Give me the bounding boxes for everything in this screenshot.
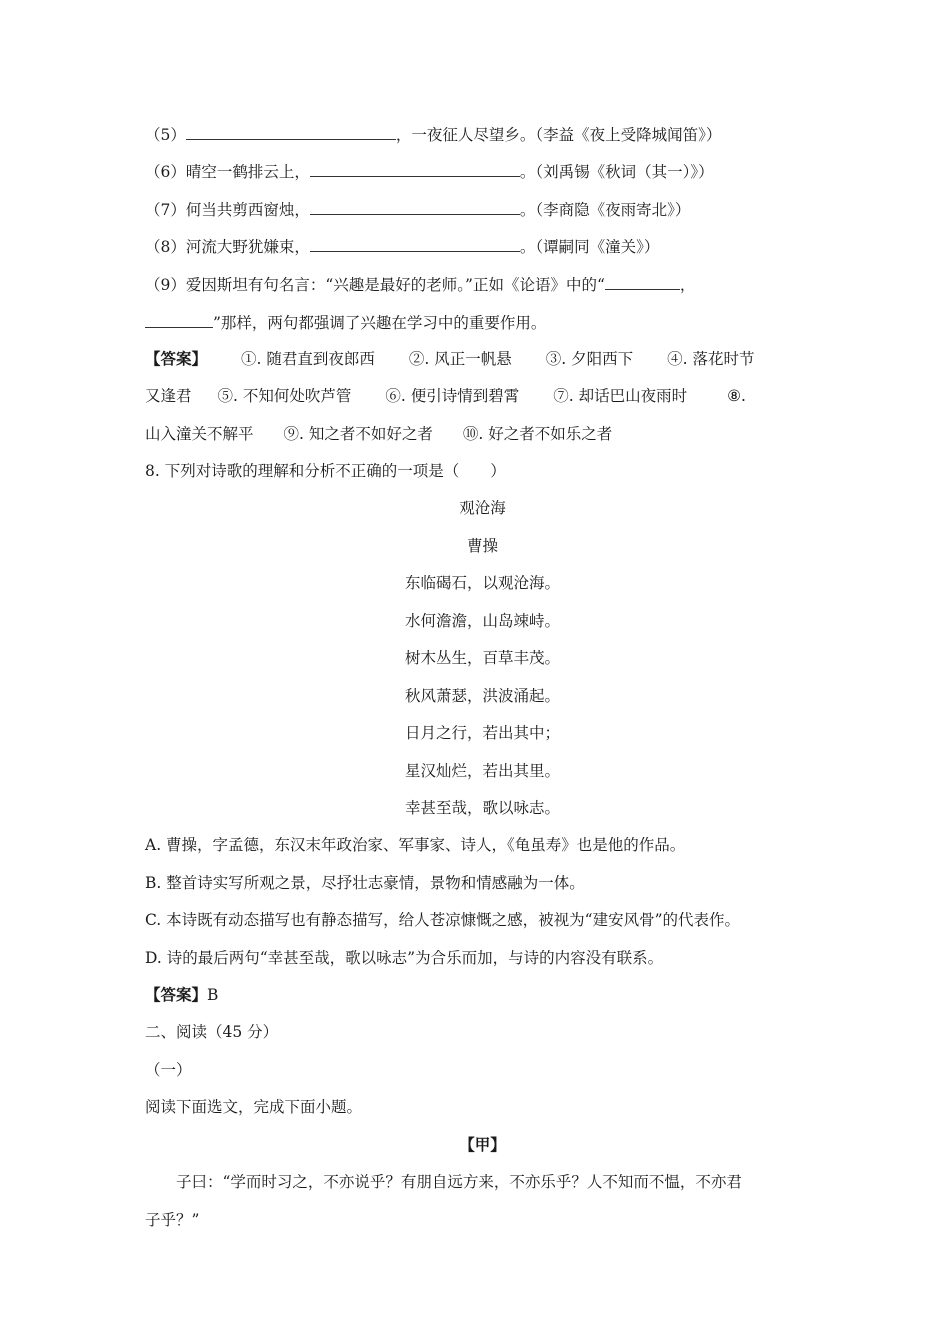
fill-item-text: 。（刘禹锡《秋词（其一）》） (519, 163, 714, 181)
answer-item: ③. 夕阳西下 (545, 350, 634, 368)
fill-item-text: （5） (145, 126, 186, 144)
answer-label: 【答案】 (145, 985, 208, 1004)
answer-label: 【答案】 (145, 349, 208, 368)
passage-paragraph-line1: 子曰：“学而时习之，不亦说乎？有朋自远方来，不亦乐乎？人不知而不愠，不亦君 (176, 1173, 742, 1191)
answer-line-3 (145, 424, 612, 444)
option-d[interactable]: D. 诗的最后两句“幸甚至哉，歌以咏志”为合乐而加，与诗的内容没有联系。 (145, 949, 664, 967)
answer-item: ⑦. 却话巴山夜雨时 (553, 387, 688, 405)
fill-item-text: 。（李商隐《夜雨寄北》） (519, 201, 691, 219)
answer-item: ⑨. 知之者不如好之者 (283, 425, 433, 443)
fill-item-text: ，一夜征人尽望乡。（李益《夜上受降城闻笛》） (395, 126, 722, 144)
section-heading: 二、阅读（45 分） (145, 1023, 279, 1041)
fill-item-text: （8）河流大野犹嫌束， (145, 238, 310, 256)
fill-item-9-line1 (145, 274, 695, 295)
answer-line-1 (145, 349, 754, 369)
fill-item-text: （6）晴空一鹤排云上， (145, 163, 310, 181)
question-8-stem: 8. 下列对诗歌的理解和分析不正确的一项是（ ） (145, 462, 506, 480)
poem-line: 星汉灿烂，若出其里。 (404, 762, 560, 780)
fill-item-text: （9）爱因斯坦有句名言：“兴趣是最好的老师。”正如《论语》中的“ (145, 276, 605, 294)
fill-item-text: （7）何当共剪西窗烛， (145, 201, 310, 219)
poem-line: 树木丛生，百草丰茂。 (404, 649, 560, 667)
answer-item: ⑥. 便引诗情到碧霄 (385, 387, 520, 405)
answer-blank[interactable] (605, 274, 680, 290)
poem-line: 幸甚至哉，歌以咏志。 (404, 799, 560, 817)
passage-paragraph-line2: 子乎？” (145, 1211, 200, 1229)
poem-line: 秋风萧瑟，洪波涌起。 (404, 687, 560, 705)
answer-item: ⑤. 不知何处吹芦管 (217, 387, 352, 405)
answer-item: ②. 风正一帆悬 (408, 350, 512, 368)
answer-blank[interactable] (310, 199, 520, 215)
subsection-label: （一） (145, 1061, 192, 1079)
answer-line-2 (145, 386, 746, 406)
answer-value: B (207, 986, 219, 1004)
answer-blank[interactable] (186, 124, 396, 140)
answer-blank[interactable] (310, 236, 520, 252)
answer-blank[interactable] (310, 161, 520, 177)
fill-item-5 (145, 124, 721, 145)
answer-item: ⑧. (727, 387, 746, 405)
answer-item: 又逢君 (145, 387, 192, 405)
answer-item: ⑩. 好之者不如乐之者 (462, 425, 613, 443)
answer-blank[interactable] (145, 312, 213, 328)
poem-line: 东临碣石，以观沧海。 (404, 574, 560, 592)
answer-item: 山入潼关不解平 (145, 425, 254, 443)
option-a[interactable]: A. 曹操，字孟德，东汉末年政治家、军事家、诗人，《龟虽寿》也是他的作品。 (145, 836, 686, 854)
answer-item: ①. 随君直到夜郎西 (241, 350, 375, 368)
fill-item-9-line2 (145, 312, 546, 333)
fill-item-text: ”那样，两句都强调了兴趣在学习中的重要作用。 (213, 314, 547, 332)
answer-8 (145, 985, 218, 1005)
reading-instruction: 阅读下面选文，完成下面小题。 (145, 1098, 363, 1116)
poem-title: 观沧海 (459, 499, 506, 517)
fill-item-text: 。（谭嗣同《潼关》） (519, 238, 660, 256)
fill-item-8 (145, 236, 659, 257)
answer-item: ④. 落花时节 (667, 350, 755, 368)
fill-item-6 (145, 161, 714, 182)
poem-line: 日月之行，若出其中； (404, 724, 560, 742)
poem-line: 水何澹澹，山岛竦峙。 (404, 612, 560, 630)
option-c[interactable]: C. 本诗既有动态描写也有静态描写，给人苍凉慷慨之感，被视为“建安风骨”的代表作。 (145, 911, 741, 929)
option-b[interactable]: B. 整首诗实写所观之景，尽抒壮志豪情，景物和情感融为一体。 (145, 874, 585, 892)
poem-author: 曹操 (466, 537, 498, 555)
fill-item-text: ， (679, 276, 696, 294)
passage-label-jia: 【甲】 (459, 1135, 506, 1154)
fill-item-7 (145, 199, 690, 220)
